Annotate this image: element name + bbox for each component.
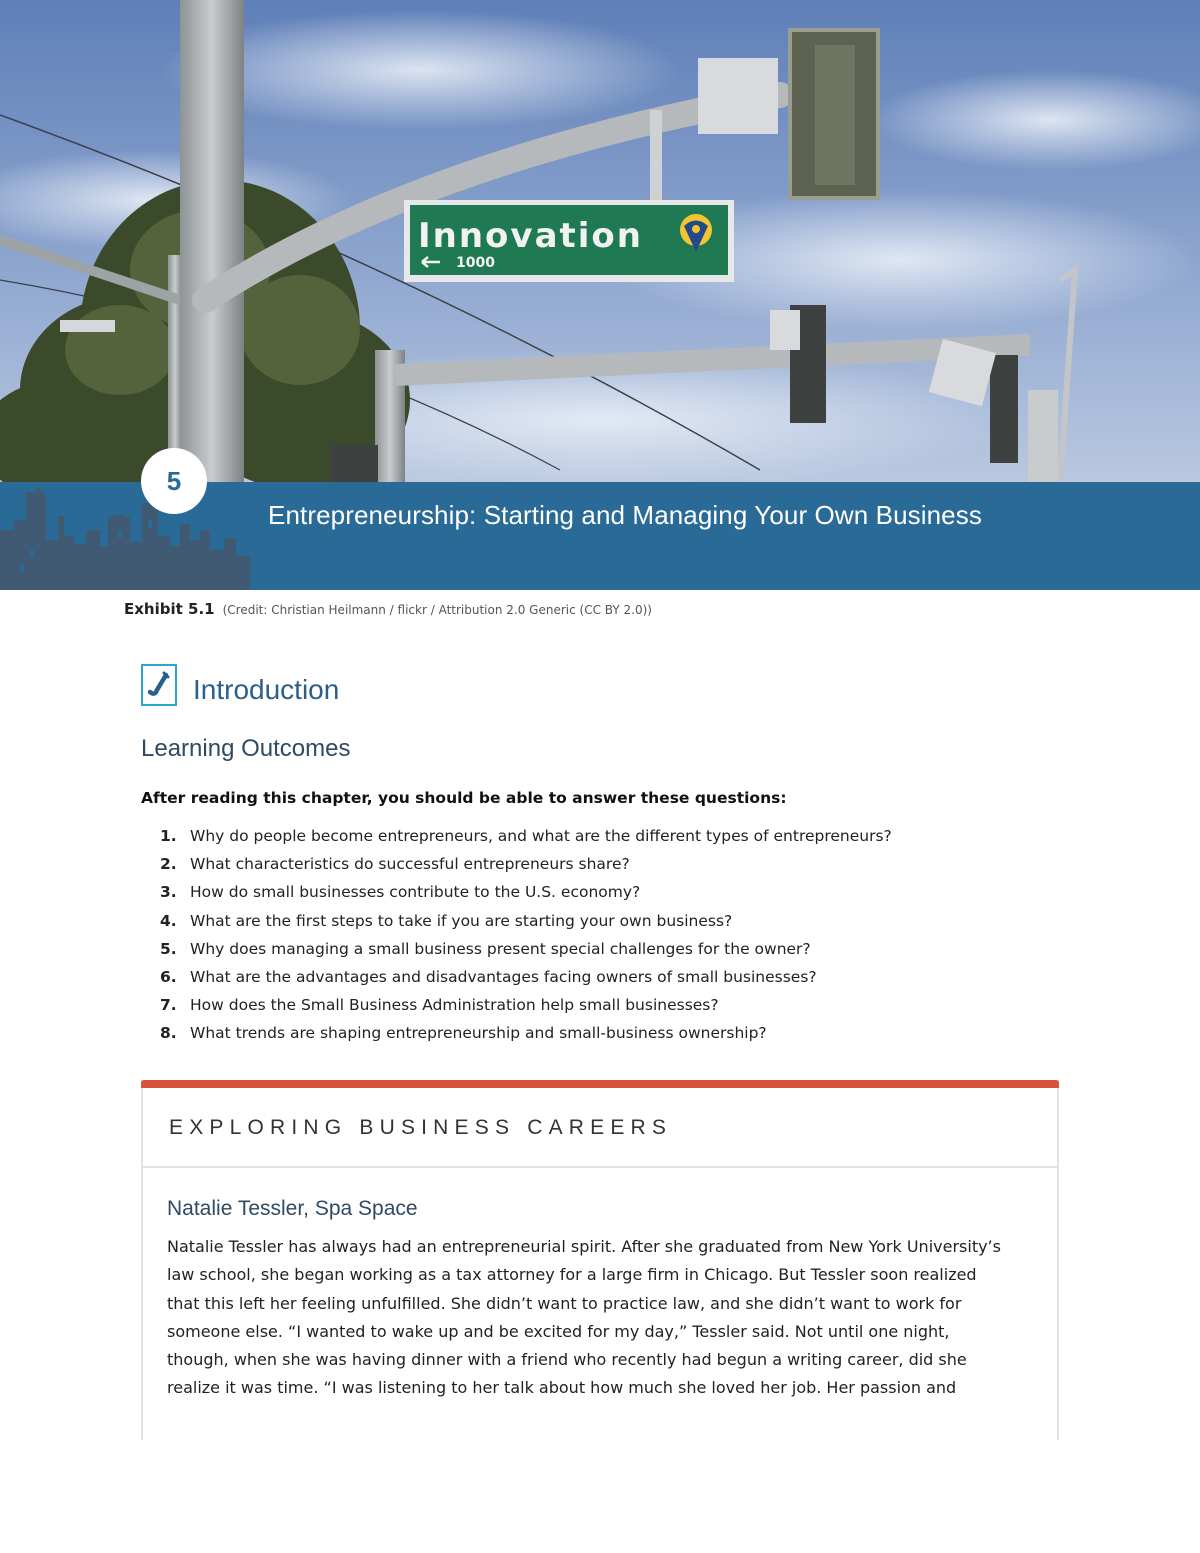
introduction-heading: Introduction <box>193 674 340 705</box>
list-item-number: 1. <box>160 827 177 845</box>
story-line: Natalie Tessler has always had an entrepreneurial spirit. After she graduated from New York University’s <box>167 1237 1001 1256</box>
street-sign-number: 1000 <box>456 255 495 271</box>
divider <box>143 1166 1057 1168</box>
list-item-number: 3. <box>160 883 177 902</box>
list-item-text: Why do people become entrepreneurs, and what are the different types of entrepreneurs? <box>190 827 892 845</box>
list-item <box>160 880 892 908</box>
feature-title: EXPLORING BUSINESS CAREERS <box>169 1116 673 1139</box>
list-item-text: How do small businesses contribute to the U.S. economy? <box>190 883 641 902</box>
list-item-number: 7. <box>160 996 177 1015</box>
list-item-number: 2. <box>160 855 177 874</box>
chapter-number-badge: 5 <box>141 448 207 514</box>
list-item <box>160 993 892 1021</box>
chapter-title: Entrepreneurship: Starting and Managing Your Own Business <box>268 500 982 530</box>
list-item-number: 6. <box>160 967 177 986</box>
story-title: Natalie Tessler, Spa Space <box>167 1197 418 1220</box>
hero-photo <box>0 0 1200 482</box>
story-line: though, when she was having dinner with a friend who recently had begun a writing career, did she <box>167 1350 967 1370</box>
feature-accent-bar <box>141 1080 1059 1088</box>
exhibit-label: Exhibit 5.1 <box>124 600 215 618</box>
city-skyline-icon <box>0 480 260 590</box>
learning-outcomes-list <box>160 824 892 1050</box>
street-sign <box>404 200 734 282</box>
exhibit-credit: (Credit: Christian Heilmann / flickr / Attribution 2.0 Generic (CC BY 2.0)) <box>222 603 652 617</box>
pencil-check-icon <box>141 664 177 706</box>
story-line: that this left her feeling unfulfilled. She didn’t want to practice law, and she didn’t want to work for <box>167 1293 962 1313</box>
list-item-number: 8. <box>160 1024 177 1043</box>
careers-feature-box <box>141 1080 1059 1440</box>
list-item <box>160 909 892 937</box>
story-line: law school, she began working as a tax attorney for a large firm in Chicago. But Tessler soon realized <box>167 1265 977 1285</box>
story-line: someone else. “I wanted to wake up and be excited for my day,” Tessler said. Not until one night, <box>167 1321 950 1341</box>
learning-outcomes-lead: After reading this chapter, you should be able to answer these questions: <box>141 789 787 807</box>
list-item <box>160 1021 892 1049</box>
list-item <box>160 852 892 880</box>
list-item-text: Why does managing a small business present special challenges for the owner? <box>190 939 811 958</box>
story-line: realize it was time. “I was listening to her talk about how much she loved her job. Her passion and <box>167 1378 957 1398</box>
list-item <box>160 965 892 993</box>
list-item-number: 5. <box>160 939 177 958</box>
list-item-text: How does the Small Business Administration help small businesses? <box>190 996 719 1015</box>
story-body <box>167 1233 1047 1403</box>
exhibit-caption <box>124 600 652 618</box>
list-item <box>160 824 892 852</box>
learning-outcomes-heading: Learning Outcomes <box>141 735 351 762</box>
list-item <box>160 937 892 965</box>
list-item-text: What are the first steps to take if you are starting your own business? <box>190 911 733 930</box>
list-item-text: What characteristics do successful entrepreneurs share? <box>190 855 630 874</box>
street-sign-name: Innovation <box>418 216 643 256</box>
list-item-text: What trends are shaping entrepreneurship and small-business ownership? <box>190 1024 767 1043</box>
list-item-text: What are the advantages and disadvantages facing owners of small businesses? <box>190 967 817 986</box>
list-item-number: 4. <box>160 911 177 930</box>
